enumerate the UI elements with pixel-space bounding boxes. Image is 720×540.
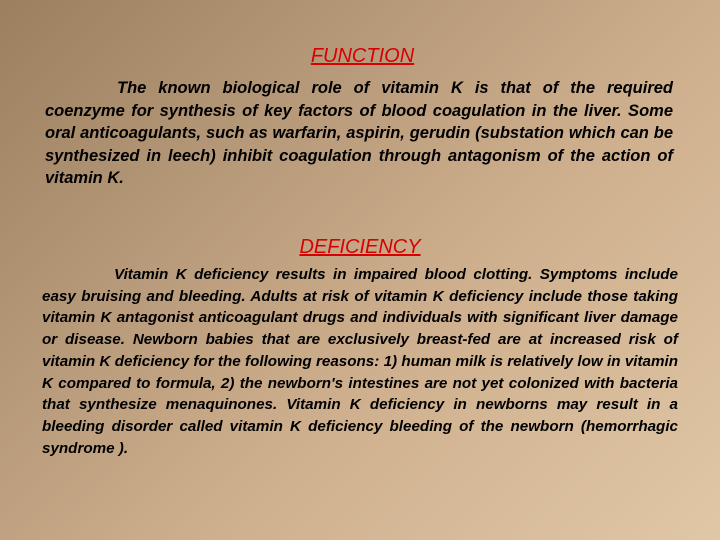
- function-heading: [0, 44, 720, 68]
- deficiency-heading: DEFICIENCY: [299, 236, 421, 258]
- function-paragraph: The known biological role of vitamin K is that of the required coenzyme for synthesis of key factors of blood coagulation in the liver. Some oral anticoagulants, such as warfarin, aspirin, gerudin (substation which can be synthesized in leech) inhibit coagulation through antagonism of the action of vitamin K.: [45, 79, 673, 187]
- deficiency-paragraph: Vitamin K deficiency results in impaired blood clotting. Symptoms include easy bruising and bleeding. Adults at risk of vitamin K deficiency include those taking vitamin K antagonist anticoagulant drugs and individuals with significant liver damage or disease. Newborn babies that are exclusively breast-fed are at increased risk of vitamin K deficiency for the following reasons: 1) human milk is relatively low in vitamin K compared to formula, 2) the newborn's intestines are not yet colonized with bacteria that synthesize menaquinones. Vitamin K deficiency in newborns may result in a bleeding disorder called vitamin K deficiency bleeding of the newborn (hemorrhagic syndrome ).: [42, 266, 678, 457]
- function-heading-text: FUNCTION: [310, 45, 415, 67]
